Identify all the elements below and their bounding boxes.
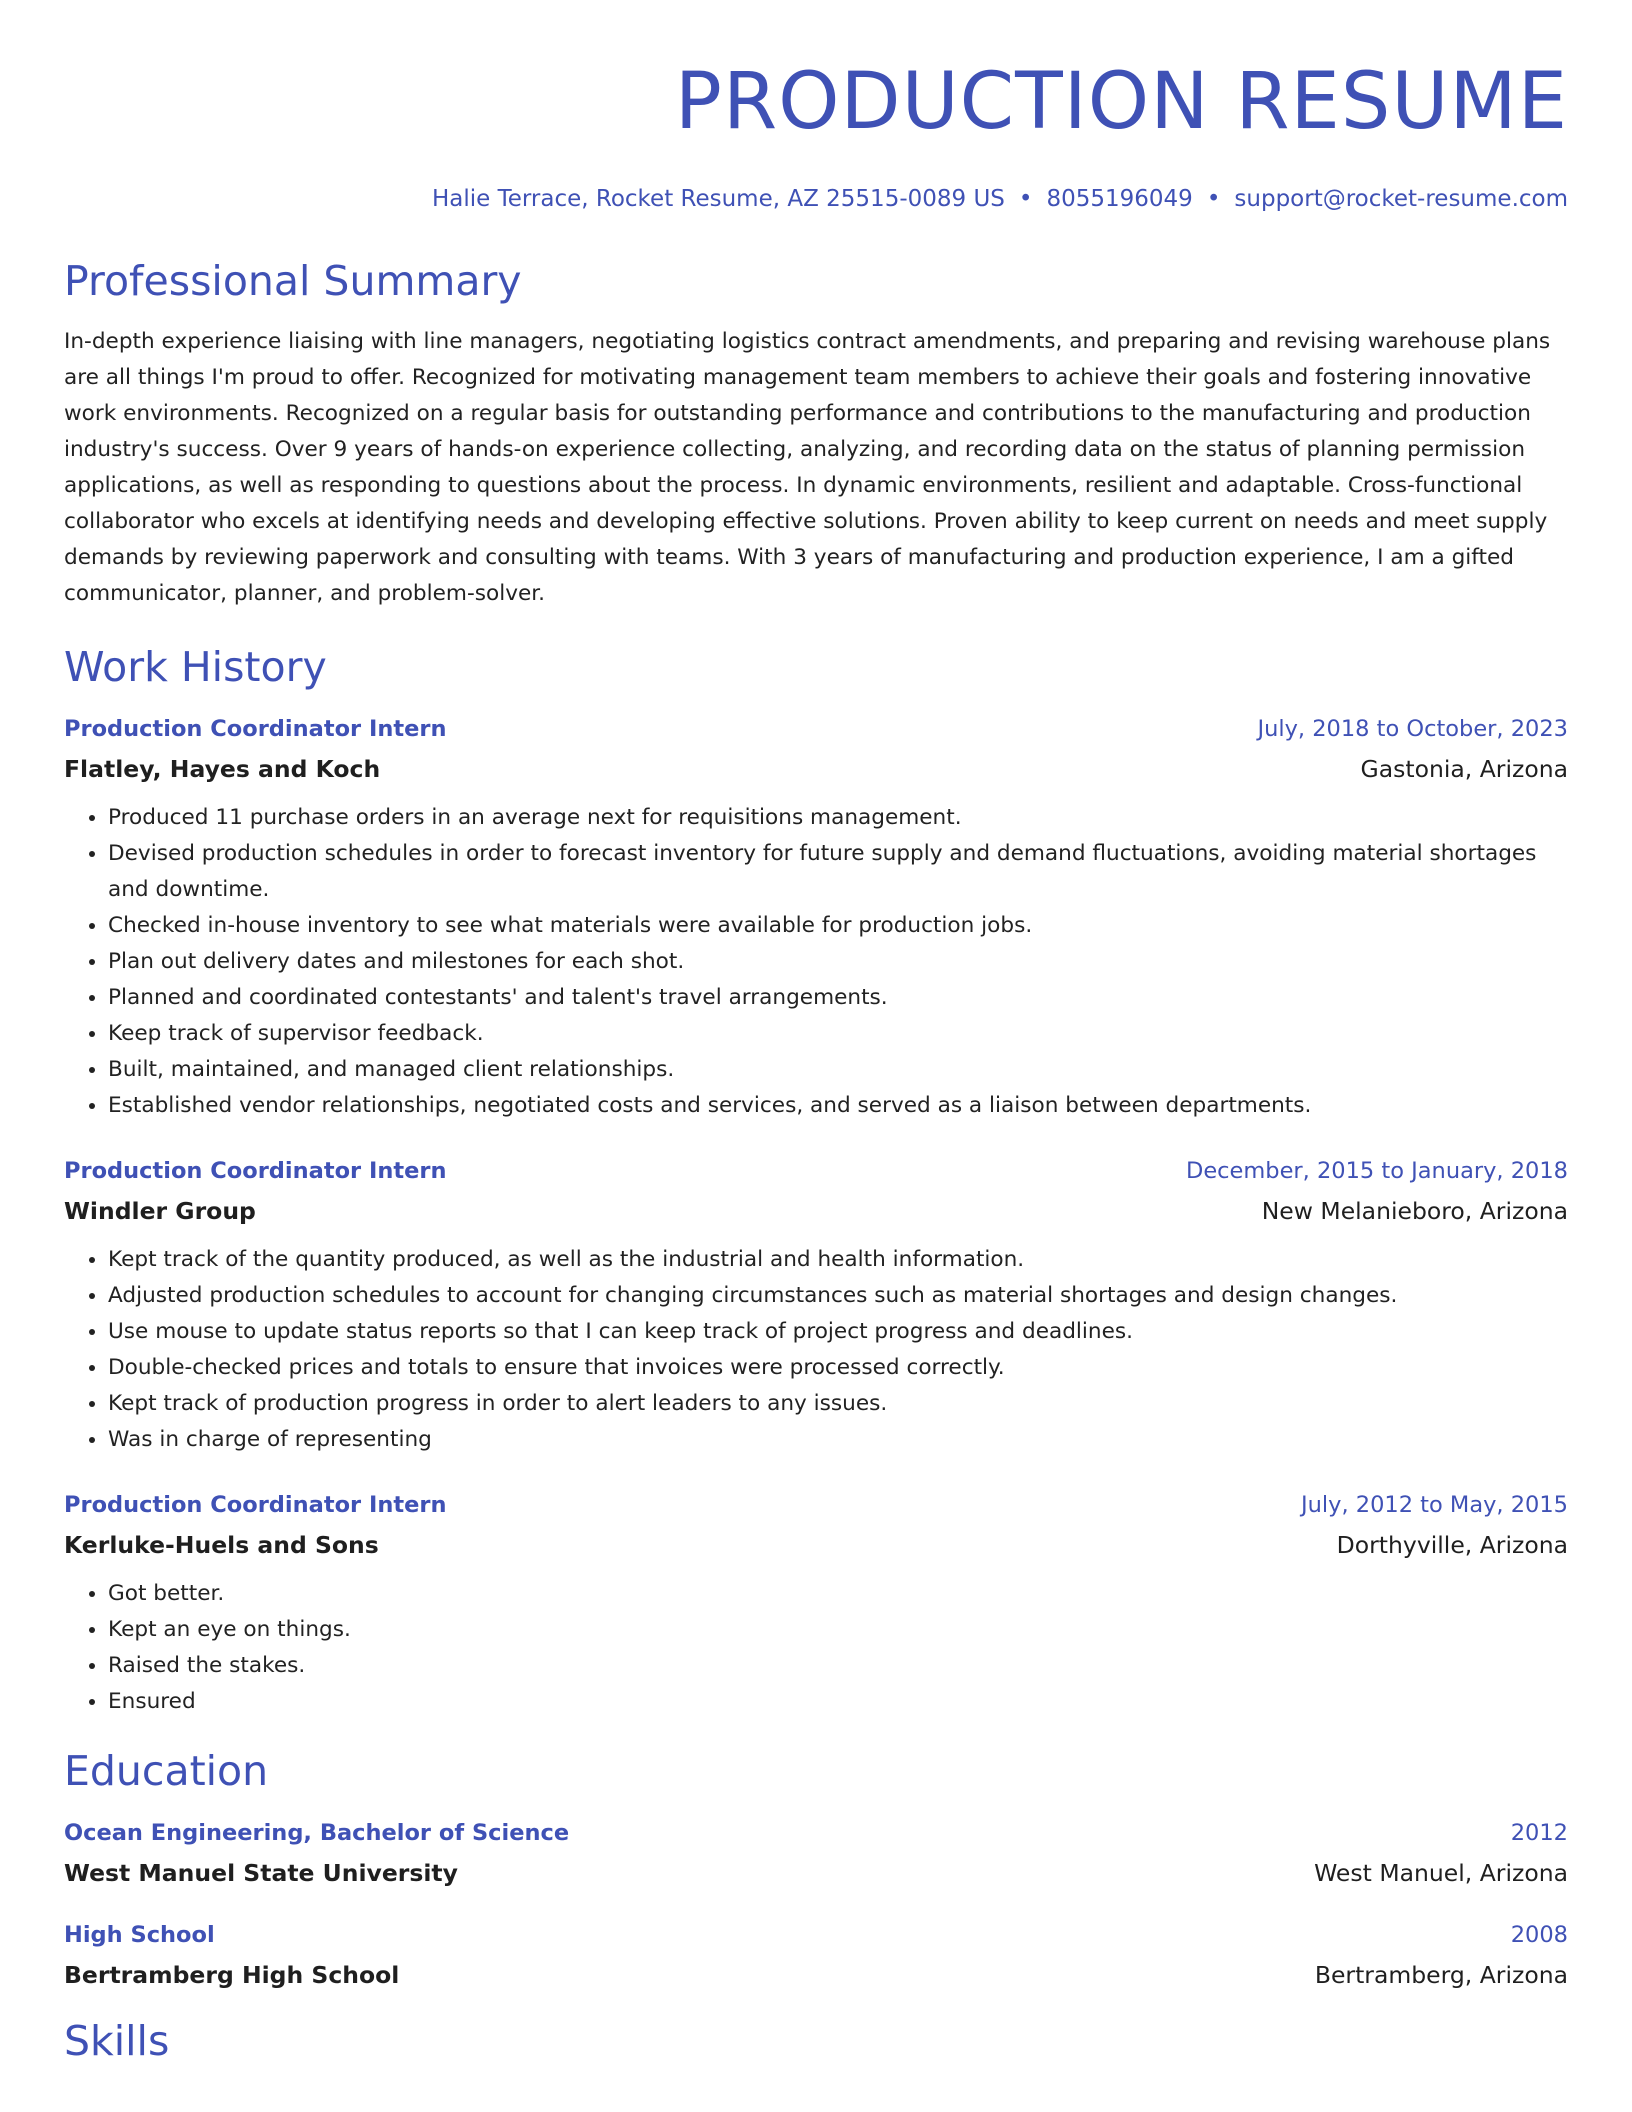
education-section (64, 1744, 1568, 1992)
resume-title: PRODUCTION RESUME (674, 57, 1568, 147)
education-school: West Manuel State University (64, 1859, 458, 1887)
list-item: • Built, maintained, and managed client relationships. (108, 1052, 1568, 1088)
job-company: Kerluke-Huels and Sons (64, 1531, 379, 1559)
education-year: 2012 (1510, 1820, 1568, 1846)
contact-phone: 8055196049 (1046, 186, 1193, 212)
job-location: New Melanieboro, Arizona (1261, 1197, 1568, 1225)
job-dates: July, 2012 to May, 2015 (1300, 1492, 1568, 1518)
education-location: Bertramberg, Arizona (1314, 1961, 1568, 1989)
education-degree: High School (64, 1922, 215, 1948)
section-heading-summary: Professional Summary (64, 257, 522, 305)
job-company: Windler Group (64, 1197, 256, 1225)
list-item: • Plan out delivery dates and milestones for each shot. (108, 944, 1568, 980)
list-item: • Was in charge of representing (108, 1422, 1568, 1458)
education-entry (64, 1816, 1568, 1890)
contact-email[interactable]: support@rocket-resume.com (1234, 186, 1568, 212)
list-item: • Established vendor relationships, negotiated costs and services, and served as a liaison between departments. (108, 1088, 1568, 1124)
job-dates: December, 2015 to January, 2018 (1186, 1158, 1568, 1184)
resume-header (64, 52, 1568, 214)
job-entry (64, 1488, 1568, 1720)
job-title: Production Coordinator Intern (64, 1158, 447, 1184)
job-bullets (64, 1242, 1568, 1458)
list-item: • Got better. (108, 1576, 1568, 1612)
education-degree: Ocean Engineering, Bachelor of Science (64, 1820, 570, 1846)
list-item: • Checked in-house inventory to see what materials were available for production jobs. (108, 908, 1568, 944)
job-entry (64, 1154, 1568, 1458)
job-dates: July, 2018 to October, 2023 (1257, 716, 1568, 742)
list-item: • Keep track of supervisor feedback. (108, 1016, 1568, 1052)
list-item: • Planned and coordinated contestants' and talent's travel arrangements. (108, 980, 1568, 1016)
education-entry (64, 1918, 1568, 1992)
list-item: • Kept an eye on things. (108, 1612, 1568, 1648)
job-entry (64, 712, 1568, 1124)
work-history-section (64, 640, 1568, 1720)
contact-address: Halie Terrace, Rocket Resume, AZ 25515-0089 US (431, 186, 1005, 212)
list-item: • Kept track of production progress in order to alert leaders to any issues. (108, 1386, 1568, 1422)
education-location: West Manuel, Arizona (1314, 1859, 1568, 1887)
job-location: Dorthyville, Arizona (1336, 1531, 1568, 1559)
list-item: • Ensured (108, 1684, 1568, 1720)
list-item: • Raised the stakes. (108, 1648, 1568, 1684)
job-company: Flatley, Hayes and Koch (64, 755, 381, 783)
job-title: Production Coordinator Intern (64, 1492, 447, 1518)
summary-section (64, 254, 1568, 612)
list-item: • Adjusted production schedules to account for changing circumstances such as material shortages and design changes. (108, 1278, 1568, 1314)
section-heading-work-history: Work History (64, 643, 327, 691)
job-bullets (64, 800, 1568, 1124)
job-title: Production Coordinator Intern (64, 716, 447, 742)
job-bullets (64, 1576, 1568, 1720)
list-item: • Devised production schedules in order to forecast inventory for future supply and demand fluctuations, avoiding material shortages and downtime. (108, 836, 1568, 908)
contact-separator: • (1206, 186, 1221, 212)
contact-separator: • (1018, 186, 1033, 212)
list-item: • Double-checked prices and totals to ensure that invoices were processed correctly. (108, 1350, 1568, 1386)
summary-text: In-depth experience liaising with line managers, negotiating logistics contract amendments, and preparing and revising warehouse plans are all things I'm proud to offer. Recognized for motivating management team members to achieve their goals and fostering innovative work environments. Recognized on a regular basis for outstanding performance and contributions to the manufacturing and production industry's success. Over 9 years of hands-on experience collecting, analyzing, and recording data on the status of planning permission applications, as well as responding to questions about the process. In dynamic environments, resilient and adaptable. Cross-functional collaborator who excels at identifying needs and developing effective solutions. Proven ability to keep current on needs and meet supply demands by reviewing paperwork and consulting with teams. With 3 years of manufacturing and production experience, I am a gifted communicator, planner, and problem-solver. (64, 329, 1551, 606)
list-item: • Kept track of the quantity produced, as well as the industrial and health information. (108, 1242, 1568, 1278)
education-school: Bertramberg High School (64, 1961, 400, 1989)
list-item: • Use mouse to update status reports so that I can keep track of project progress and deadlines. (108, 1314, 1568, 1350)
skills-section (64, 2014, 1568, 2068)
section-heading-skills: Skills (64, 2017, 170, 2065)
job-location: Gastonia, Arizona (1360, 755, 1568, 783)
education-year: 2008 (1510, 1922, 1568, 1948)
section-heading-education: Education (64, 1747, 269, 1795)
contact-line (64, 184, 1568, 214)
list-item: • Produced 11 purchase orders in an average next for requisitions management. (108, 800, 1568, 836)
